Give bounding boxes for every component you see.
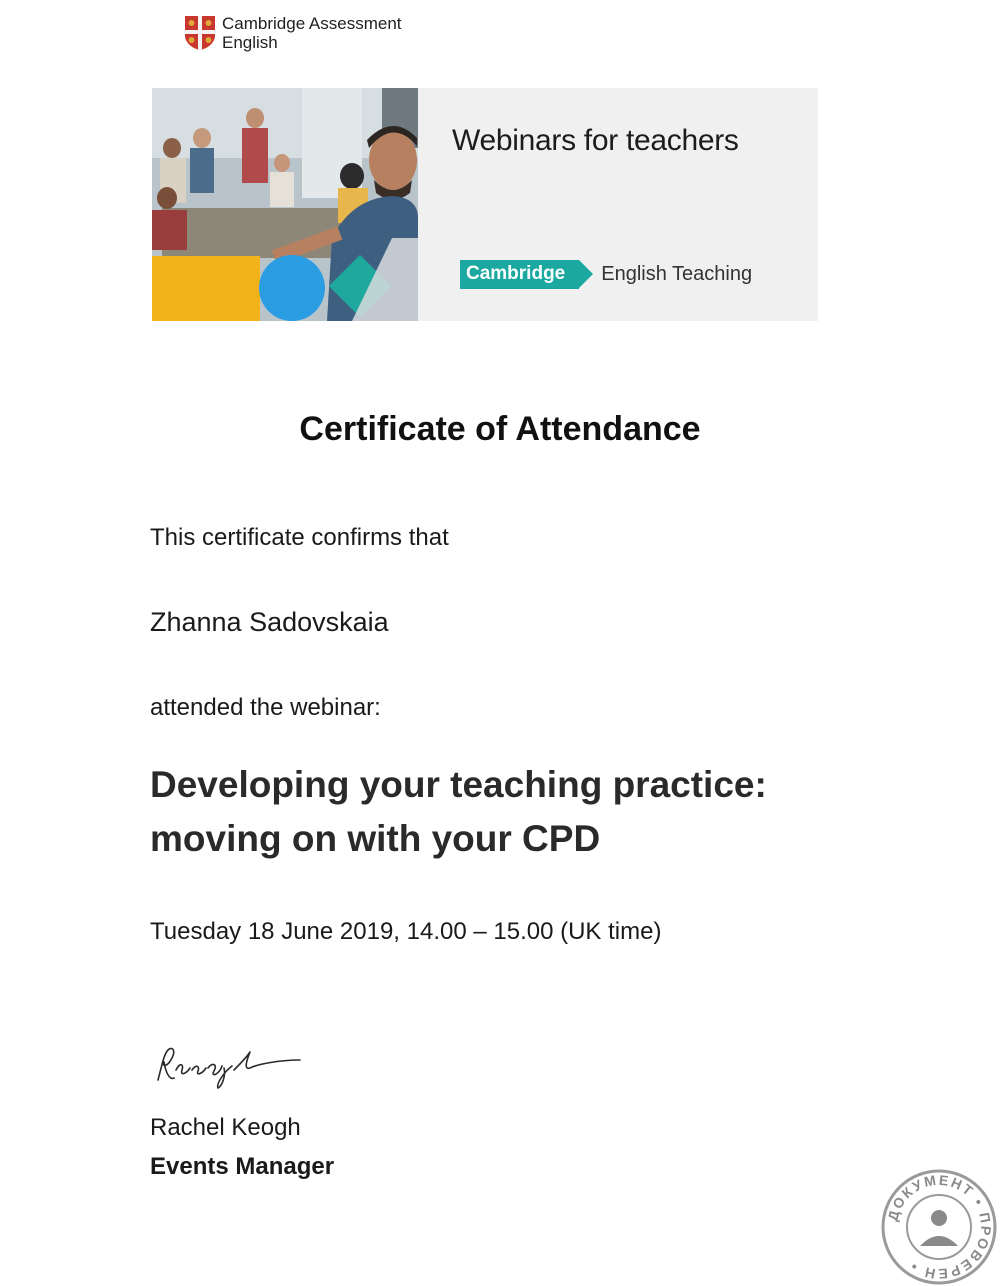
signatory-role: Events Manager bbox=[150, 1153, 335, 1180]
webinar-date: Tuesday 18 June 2019, 14.00 – 15.00 (UK time) bbox=[150, 918, 662, 945]
cambridge-english-teaching-logo bbox=[460, 260, 752, 289]
webinar-title bbox=[150, 758, 910, 866]
certificate-title: Certificate of Attendance bbox=[299, 410, 701, 448]
webinar-title-line1: Developing your teaching practice: bbox=[150, 764, 767, 805]
cambridge-shield-icon bbox=[184, 15, 216, 51]
cambridge-assessment-logo bbox=[184, 14, 402, 52]
webinar-title-line2: moving on with your CPD bbox=[150, 818, 601, 859]
attended-text: attended the webinar: bbox=[150, 694, 381, 721]
confirmation-text: This certificate confirms that bbox=[150, 524, 449, 551]
attendee-name: Zhanna Sadovskaia bbox=[150, 607, 389, 637]
brand-unit: English Teaching bbox=[601, 263, 753, 285]
webinar-banner bbox=[152, 88, 818, 321]
brand-tag: Cambridge bbox=[460, 260, 579, 289]
banner-photo-illustration bbox=[152, 88, 418, 321]
svg-text:ДОКУМЕНТ • ПРОВЕРЕН •: ДОКУМЕНТ • ПРОВЕРЕН • bbox=[884, 1171, 995, 1283]
organisation-name-line2: English bbox=[222, 33, 278, 52]
handwritten-signature bbox=[150, 1040, 310, 1090]
signatory-name: Rachel Keogh bbox=[150, 1114, 301, 1141]
banner-photo bbox=[152, 88, 418, 321]
banner-title: Webinars for teachers bbox=[452, 124, 739, 157]
organisation-name-line1: Cambridge Assessment bbox=[222, 14, 402, 33]
organisation-name bbox=[222, 14, 402, 52]
verification-stamp bbox=[880, 1168, 998, 1286]
